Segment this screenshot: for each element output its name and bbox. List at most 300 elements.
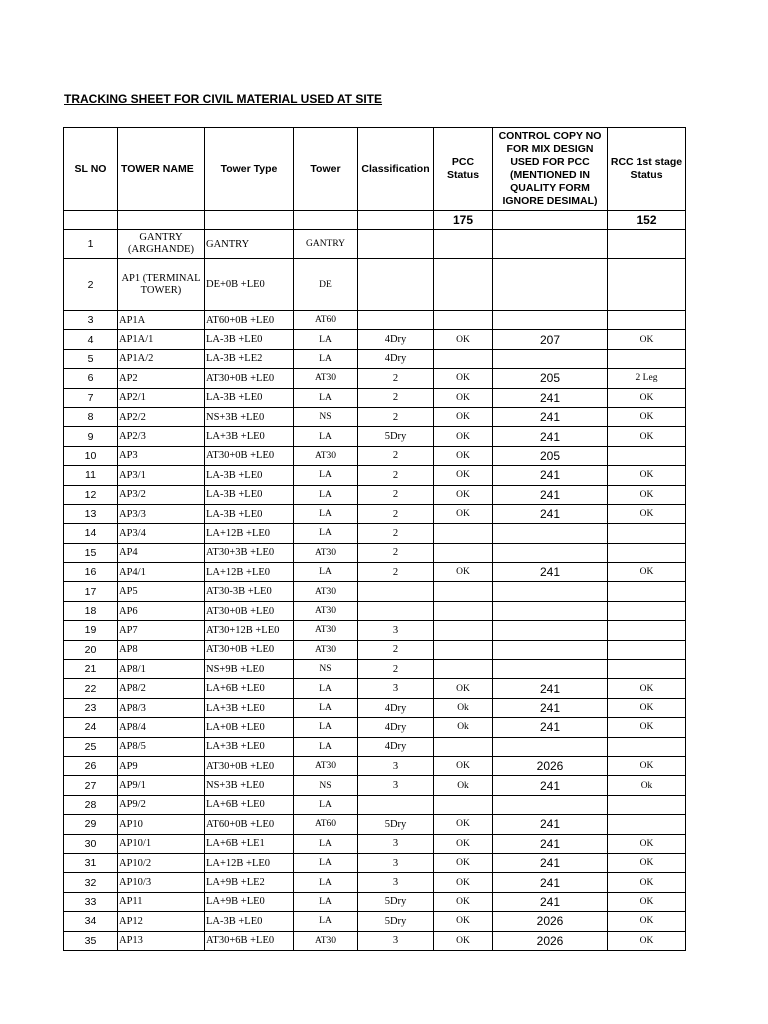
rcc-status-cell: OK (608, 931, 686, 950)
control-copy-cell (493, 737, 608, 756)
table-row (64, 563, 686, 582)
tower-type-cell: LA+12B +LE0 (205, 563, 294, 582)
sl-no-cell: 27 (64, 776, 118, 795)
table-row (64, 756, 686, 775)
table-row (64, 485, 686, 504)
control-copy-cell: 241 (493, 466, 608, 485)
table-row (64, 311, 686, 330)
control-copy-cell: 205 (493, 369, 608, 388)
table-row (64, 892, 686, 911)
sl-no-cell: 31 (64, 853, 118, 872)
table-row (64, 873, 686, 892)
table-row (64, 504, 686, 523)
pcc-status-cell: OK (434, 873, 493, 892)
pcc-status-cell: OK (434, 834, 493, 853)
tower-cell: AT60 (294, 815, 358, 834)
table-row (64, 853, 686, 872)
table-row (64, 466, 686, 485)
rcc-status-cell: OK (608, 912, 686, 931)
rcc-status-cell (608, 660, 686, 679)
tower-name-cell: AP8/1 (118, 660, 205, 679)
pcc-status-cell: OK (434, 563, 493, 582)
tower-name-cell: AP1A/1 (118, 330, 205, 349)
pcc-status-cell: OK (434, 407, 493, 426)
tower-type-cell: LA+0B +LE0 (205, 718, 294, 737)
classification-cell: 2 (358, 524, 434, 543)
tower-name-cell: AP2/3 (118, 427, 205, 446)
sl-no-cell: 25 (64, 737, 118, 756)
pcc-total: 175 (434, 211, 493, 230)
tower-type-cell: AT30+0B +LE0 (205, 369, 294, 388)
subtotal-cell (493, 211, 608, 230)
control-copy-cell (493, 582, 608, 601)
pcc-status-cell: OK (434, 446, 493, 465)
tower-cell: LA (294, 912, 358, 931)
pcc-status-cell: Ok (434, 776, 493, 795)
classification-cell: 2 (358, 388, 434, 407)
tower-type-cell: LA-3B +LE0 (205, 330, 294, 349)
sl-no-cell: 17 (64, 582, 118, 601)
classification-cell: 2 (358, 369, 434, 388)
pcc-status-cell: OK (434, 679, 493, 698)
classification-cell: 4Dry (358, 718, 434, 737)
control-copy-cell (493, 795, 608, 814)
pcc-status-cell (434, 621, 493, 640)
classification-cell: 5Dry (358, 815, 434, 834)
tower-cell: AT30 (294, 601, 358, 620)
tower-cell: NS (294, 660, 358, 679)
tower-type-cell: LA+6B +LE0 (205, 679, 294, 698)
pcc-status-cell (434, 230, 493, 259)
control-copy-cell: 241 (493, 504, 608, 523)
control-copy-cell (493, 543, 608, 562)
tower-name-cell: AP9 (118, 756, 205, 775)
control-copy-cell: 241 (493, 407, 608, 426)
rcc-status-cell (608, 349, 686, 368)
tower-cell: AT30 (294, 543, 358, 562)
tower-cell: LA (294, 466, 358, 485)
sl-no-cell: 9 (64, 427, 118, 446)
tower-name-cell: AP1 (TERMINAL TOWER) (118, 259, 205, 311)
tower-type-cell: LA-3B +LE0 (205, 912, 294, 931)
tower-name-cell: AP8/3 (118, 698, 205, 717)
tower-cell: AT30 (294, 640, 358, 659)
tower-cell: LA (294, 427, 358, 446)
control-copy-cell: 241 (493, 563, 608, 582)
rcc-status-cell (608, 259, 686, 311)
pcc-status-cell: Ok (434, 718, 493, 737)
table-row (64, 259, 686, 311)
rcc-status-cell: OK (608, 388, 686, 407)
sl-no-cell: 13 (64, 504, 118, 523)
rcc-status-cell: OK (608, 853, 686, 872)
sl-no-cell: 16 (64, 563, 118, 582)
pcc-status-cell (434, 524, 493, 543)
tower-type-cell: AT30+0B +LE0 (205, 640, 294, 659)
tower-cell: NS (294, 407, 358, 426)
subtotal-cell (294, 211, 358, 230)
table-row (64, 330, 686, 349)
control-copy-cell: 207 (493, 330, 608, 349)
tower-cell: AT30 (294, 446, 358, 465)
pcc-status-cell: OK (434, 892, 493, 911)
sl-no-cell: 26 (64, 756, 118, 775)
sl-no-cell: 14 (64, 524, 118, 543)
tower-type-cell: AT30+6B +LE0 (205, 931, 294, 950)
header-tower-type: Tower Type (205, 128, 294, 211)
rcc-status-cell: OK (608, 485, 686, 504)
tower-type-cell: AT60+0B +LE0 (205, 815, 294, 834)
classification-cell: 4Dry (358, 330, 434, 349)
control-copy-cell: 241 (493, 718, 608, 737)
header-pcc-status: PCC Status (434, 128, 493, 211)
tower-cell: LA (294, 504, 358, 523)
pcc-status-cell (434, 543, 493, 562)
table-row (64, 931, 686, 950)
tower-cell: LA (294, 698, 358, 717)
table-row (64, 660, 686, 679)
table-body (64, 230, 686, 951)
table-row (64, 912, 686, 931)
header-rcc-status: RCC 1st stage Status (608, 128, 686, 211)
rcc-total: 152 (608, 211, 686, 230)
table-row (64, 446, 686, 465)
table-row (64, 679, 686, 698)
tower-type-cell: LA-3B +LE0 (205, 485, 294, 504)
rcc-status-cell (608, 621, 686, 640)
rcc-status-cell: Ok (608, 776, 686, 795)
control-copy-cell: 241 (493, 776, 608, 795)
table-row (64, 369, 686, 388)
tower-name-cell: AP3/4 (118, 524, 205, 543)
header-control-copy: CONTROL COPY NO FOR MIX DESIGN USED FOR PCC (MENTIONED IN QUALITY FORM IGNORE DESIMAL) (493, 128, 608, 211)
tower-cell: LA (294, 330, 358, 349)
header-tower: Tower (294, 128, 358, 211)
rcc-status-cell: 2 Leg (608, 369, 686, 388)
control-copy-cell (493, 524, 608, 543)
pcc-status-cell: OK (434, 853, 493, 872)
pcc-status-cell (434, 601, 493, 620)
tower-cell: LA (294, 795, 358, 814)
subtotal-cell (64, 211, 118, 230)
pcc-status-cell: OK (434, 466, 493, 485)
table-row (64, 524, 686, 543)
pcc-status-cell: OK (434, 912, 493, 931)
control-copy-cell (493, 259, 608, 311)
rcc-status-cell (608, 446, 686, 465)
tower-type-cell: LA-3B +LE0 (205, 504, 294, 523)
rcc-status-cell: OK (608, 407, 686, 426)
pcc-status-cell: OK (434, 369, 493, 388)
control-copy-cell: 241 (493, 679, 608, 698)
sl-no-cell: 2 (64, 259, 118, 311)
tower-type-cell: NS+3B +LE0 (205, 407, 294, 426)
classification-cell: 4Dry (358, 737, 434, 756)
tower-cell: AT30 (294, 756, 358, 775)
pcc-status-cell: OK (434, 931, 493, 950)
tower-type-cell: AT30+12B +LE0 (205, 621, 294, 640)
sl-no-cell: 23 (64, 698, 118, 717)
tower-cell: LA (294, 349, 358, 368)
classification-cell: 3 (358, 853, 434, 872)
rcc-status-cell (608, 795, 686, 814)
tower-type-cell: LA+12B +LE0 (205, 524, 294, 543)
pcc-status-cell (434, 259, 493, 311)
rcc-status-cell: OK (608, 679, 686, 698)
sl-no-cell: 20 (64, 640, 118, 659)
sl-no-cell: 1 (64, 230, 118, 259)
tower-cell: LA (294, 892, 358, 911)
rcc-status-cell (608, 311, 686, 330)
sl-no-cell: 21 (64, 660, 118, 679)
table-row (64, 621, 686, 640)
control-copy-cell (493, 311, 608, 330)
tower-name-cell: AP10/1 (118, 834, 205, 853)
sl-no-cell: 30 (64, 834, 118, 853)
tower-cell: LA (294, 485, 358, 504)
classification-cell: 3 (358, 756, 434, 775)
classification-cell: 5Dry (358, 912, 434, 931)
sheet-title: TRACKING SHEET FOR CIVIL MATERIAL USED AT SITE (64, 92, 383, 106)
classification-cell: 2 (358, 640, 434, 659)
tower-type-cell: LA-3B +LE0 (205, 388, 294, 407)
pcc-status-cell: OK (434, 388, 493, 407)
tower-type-cell: DE+0B +LE0 (205, 259, 294, 311)
control-copy-cell (493, 349, 608, 368)
rcc-status-cell: OK (608, 466, 686, 485)
rcc-status-cell: OK (608, 873, 686, 892)
control-copy-cell (493, 230, 608, 259)
subtotal-row (64, 211, 686, 230)
tower-name-cell: AP13 (118, 931, 205, 950)
tower-cell: NS (294, 776, 358, 795)
classification-cell (358, 601, 434, 620)
tower-name-cell: AP7 (118, 621, 205, 640)
pcc-status-cell (434, 737, 493, 756)
classification-cell: 2 (358, 407, 434, 426)
classification-cell: 2 (358, 543, 434, 562)
table-row (64, 698, 686, 717)
sl-no-cell: 5 (64, 349, 118, 368)
header-row (64, 128, 686, 211)
table-row (64, 427, 686, 446)
tower-name-cell: AP8 (118, 640, 205, 659)
sl-no-cell: 34 (64, 912, 118, 931)
tower-name-cell: GANTRY (ARGHANDE) (118, 230, 205, 259)
tower-type-cell: AT30+0B +LE0 (205, 756, 294, 775)
tower-name-cell: AP8/5 (118, 737, 205, 756)
sl-no-cell: 8 (64, 407, 118, 426)
classification-cell: 2 (358, 485, 434, 504)
classification-cell: 3 (358, 873, 434, 892)
tower-cell: LA (294, 718, 358, 737)
tower-name-cell: AP2/1 (118, 388, 205, 407)
classification-cell (358, 795, 434, 814)
rcc-status-cell (608, 737, 686, 756)
rcc-status-cell: OK (608, 330, 686, 349)
header-classification: Classification (358, 128, 434, 211)
tower-name-cell: AP3/1 (118, 466, 205, 485)
sl-no-cell: 22 (64, 679, 118, 698)
tower-cell: LA (294, 873, 358, 892)
control-copy-cell: 241 (493, 892, 608, 911)
rcc-status-cell (608, 640, 686, 659)
tower-name-cell: AP10/3 (118, 873, 205, 892)
tower-cell: AT30 (294, 582, 358, 601)
tower-type-cell: AT30+0B +LE0 (205, 446, 294, 465)
tower-name-cell: AP1A/2 (118, 349, 205, 368)
tower-name-cell: AP8/4 (118, 718, 205, 737)
tower-name-cell: AP3/3 (118, 504, 205, 523)
rcc-status-cell (608, 543, 686, 562)
pcc-status-cell (434, 349, 493, 368)
control-copy-cell (493, 621, 608, 640)
tower-type-cell: LA-3B +LE0 (205, 466, 294, 485)
pcc-status-cell: OK (434, 756, 493, 775)
tower-type-cell: GANTRY (205, 230, 294, 259)
rcc-status-cell (608, 582, 686, 601)
subtotal-cell (205, 211, 294, 230)
table-row (64, 349, 686, 368)
table-row (64, 230, 686, 259)
tower-name-cell: AP5 (118, 582, 205, 601)
rcc-status-cell: OK (608, 718, 686, 737)
control-copy-cell: 241 (493, 853, 608, 872)
tower-type-cell: LA+12B +LE0 (205, 853, 294, 872)
control-copy-cell: 241 (493, 427, 608, 446)
classification-cell: 2 (358, 446, 434, 465)
tower-name-cell: AP2 (118, 369, 205, 388)
classification-cell: 5Dry (358, 427, 434, 446)
rcc-status-cell: OK (608, 698, 686, 717)
control-copy-cell (493, 640, 608, 659)
pcc-status-cell: OK (434, 427, 493, 446)
classification-cell: 4Dry (358, 698, 434, 717)
table-row (64, 543, 686, 562)
sl-no-cell: 19 (64, 621, 118, 640)
sl-no-cell: 35 (64, 931, 118, 950)
classification-cell: 3 (358, 776, 434, 795)
tower-name-cell: AP8/2 (118, 679, 205, 698)
tower-name-cell: AP10/2 (118, 853, 205, 872)
tower-cell: DE (294, 259, 358, 311)
table-row (64, 815, 686, 834)
pcc-status-cell: Ok (434, 698, 493, 717)
tower-type-cell: LA+3B +LE0 (205, 737, 294, 756)
control-copy-cell: 241 (493, 698, 608, 717)
tower-type-cell: AT30-3B +LE0 (205, 582, 294, 601)
table-row (64, 834, 686, 853)
tower-name-cell: AP6 (118, 601, 205, 620)
tower-cell: AT60 (294, 311, 358, 330)
table-row (64, 601, 686, 620)
sl-no-cell: 33 (64, 892, 118, 911)
classification-cell: 2 (358, 660, 434, 679)
tower-name-cell: AP4 (118, 543, 205, 562)
sl-no-cell: 28 (64, 795, 118, 814)
tower-type-cell: LA+9B +LE2 (205, 873, 294, 892)
tower-name-cell: AP9/2 (118, 795, 205, 814)
tower-cell: LA (294, 737, 358, 756)
pcc-status-cell (434, 311, 493, 330)
sl-no-cell: 6 (64, 369, 118, 388)
control-copy-cell: 241 (493, 485, 608, 504)
control-copy-cell: 2026 (493, 756, 608, 775)
control-copy-cell (493, 601, 608, 620)
classification-cell (358, 311, 434, 330)
tower-name-cell: AP2/2 (118, 407, 205, 426)
control-copy-cell: 205 (493, 446, 608, 465)
sl-no-cell: 7 (64, 388, 118, 407)
rcc-status-cell: OK (608, 563, 686, 582)
table-row (64, 737, 686, 756)
sl-no-cell: 24 (64, 718, 118, 737)
control-copy-cell: 241 (493, 834, 608, 853)
tower-type-cell: LA+9B +LE0 (205, 892, 294, 911)
header-tower-name: TOWER NAME (118, 128, 205, 211)
table-row (64, 718, 686, 737)
control-copy-cell: 2026 (493, 931, 608, 950)
subtotal-cell (118, 211, 205, 230)
tower-type-cell: NS+9B +LE0 (205, 660, 294, 679)
tower-type-cell: AT30+3B +LE0 (205, 543, 294, 562)
rcc-status-cell (608, 815, 686, 834)
header-sl-no: SL NO (64, 128, 118, 211)
table-row (64, 582, 686, 601)
rcc-status-cell: OK (608, 504, 686, 523)
tower-type-cell: LA-3B +LE2 (205, 349, 294, 368)
control-copy-cell: 241 (493, 815, 608, 834)
sl-no-cell: 3 (64, 311, 118, 330)
subtotal-cell (358, 211, 434, 230)
tower-name-cell: AP11 (118, 892, 205, 911)
tower-type-cell: LA+3B +LE0 (205, 427, 294, 446)
rcc-status-cell (608, 524, 686, 543)
control-copy-cell (493, 660, 608, 679)
classification-cell: 5Dry (358, 892, 434, 911)
sl-no-cell: 32 (64, 873, 118, 892)
tower-name-cell: AP4/1 (118, 563, 205, 582)
tower-type-cell: LA+6B +LE0 (205, 795, 294, 814)
tower-cell: GANTRY (294, 230, 358, 259)
rcc-status-cell: OK (608, 834, 686, 853)
tower-type-cell: AT60+0B +LE0 (205, 311, 294, 330)
pcc-status-cell: OK (434, 815, 493, 834)
rcc-status-cell (608, 601, 686, 620)
sl-no-cell: 18 (64, 601, 118, 620)
classification-cell (358, 259, 434, 311)
pcc-status-cell: OK (434, 504, 493, 523)
sl-no-cell: 12 (64, 485, 118, 504)
tower-name-cell: AP9/1 (118, 776, 205, 795)
tower-name-cell: AP12 (118, 912, 205, 931)
tower-type-cell: NS+3B +LE0 (205, 776, 294, 795)
sl-no-cell: 29 (64, 815, 118, 834)
classification-cell: 3 (358, 931, 434, 950)
tower-cell: LA (294, 388, 358, 407)
table-row (64, 776, 686, 795)
tower-cell: LA (294, 679, 358, 698)
tower-cell: LA (294, 834, 358, 853)
tower-type-cell: LA+3B +LE0 (205, 698, 294, 717)
classification-cell: 2 (358, 466, 434, 485)
tower-cell: AT30 (294, 621, 358, 640)
pcc-status-cell (434, 660, 493, 679)
pcc-status-cell: OK (434, 330, 493, 349)
table-row (64, 795, 686, 814)
pcc-status-cell: OK (434, 485, 493, 504)
tower-type-cell: LA+6B +LE1 (205, 834, 294, 853)
